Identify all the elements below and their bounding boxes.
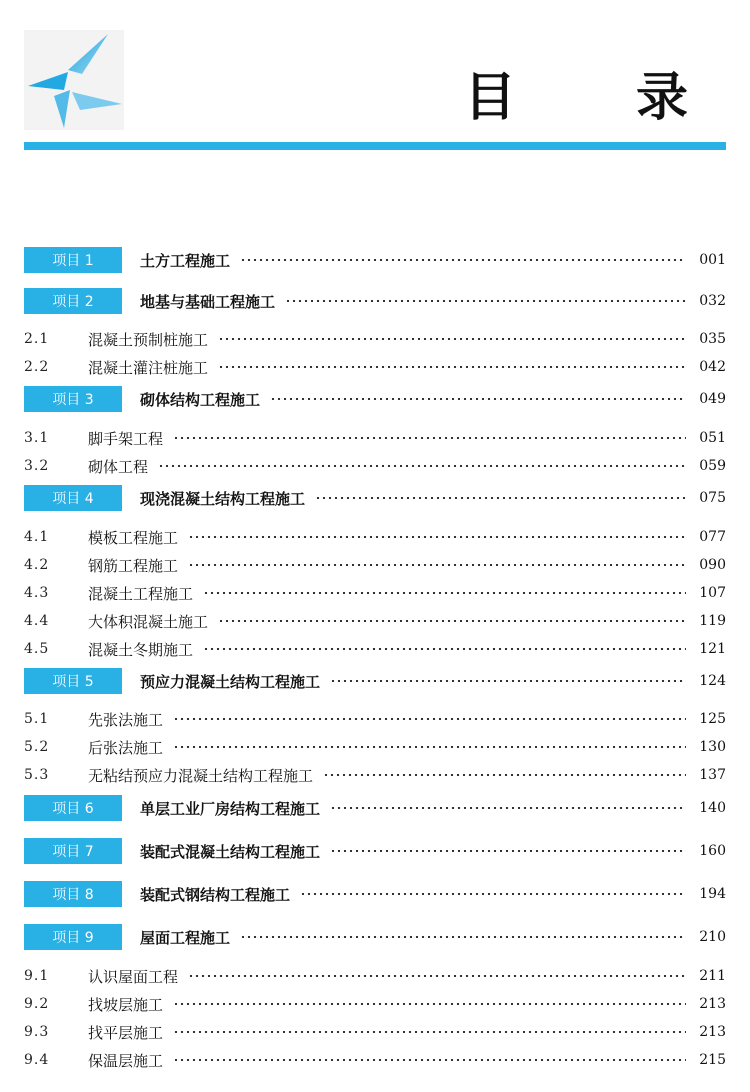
section-number: 5.2 — [24, 739, 50, 755]
page-number: 075 — [699, 490, 726, 506]
page-number: 124 — [699, 673, 726, 689]
dot-leader — [188, 536, 686, 538]
dot-leader — [218, 338, 686, 340]
dot-leader — [300, 893, 686, 895]
title-rule — [24, 142, 726, 150]
dot-leader — [188, 975, 686, 977]
page-number: 107 — [699, 585, 726, 601]
dot-leader — [203, 648, 686, 650]
section-title: 混凝土灌注桩施工 — [88, 358, 209, 377]
toc-section-row[interactable] — [24, 609, 726, 633]
project-badge: 项目 5 — [24, 668, 122, 694]
page-number: 194 — [699, 886, 726, 902]
page-number: 119 — [699, 613, 726, 629]
toc-project-row[interactable] — [24, 485, 726, 511]
project-title: 地基与基础工程施工 — [140, 292, 276, 311]
project-badge: 项目 8 — [24, 881, 122, 907]
page-number: 001 — [699, 252, 726, 268]
dot-leader — [315, 497, 686, 499]
toc-section-row[interactable] — [24, 454, 726, 478]
dot-leader — [218, 620, 686, 622]
section-title: 混凝土预制桩施工 — [88, 330, 209, 349]
toc-section-row[interactable] — [24, 581, 726, 605]
section-title: 模板工程施工 — [88, 528, 179, 547]
toc-section-row[interactable] — [24, 992, 726, 1016]
dot-leader — [173, 718, 686, 720]
page-title: 目 录 — [463, 67, 722, 128]
toc-section-row[interactable] — [24, 355, 726, 379]
dot-leader — [188, 564, 686, 566]
page-number: 125 — [699, 711, 726, 727]
section-title: 砌体工程 — [88, 457, 149, 476]
section-title: 找坡层施工 — [88, 995, 164, 1014]
toc-section-row[interactable] — [24, 1020, 726, 1044]
toc-section-row[interactable] — [24, 553, 726, 577]
book-logo — [24, 30, 124, 130]
dot-leader — [218, 366, 686, 368]
dot-leader — [158, 465, 686, 467]
section-number: 4.1 — [24, 529, 50, 545]
page-number: 137 — [699, 767, 726, 783]
section-number: 9.1 — [24, 968, 50, 984]
dot-leader — [330, 680, 686, 682]
section-title: 保温层施工 — [88, 1051, 164, 1070]
section-title: 认识屋面工程 — [88, 967, 179, 986]
dot-leader — [203, 592, 686, 594]
dot-leader — [330, 807, 686, 809]
section-number: 5.3 — [24, 767, 50, 783]
section-title: 后张法施工 — [88, 738, 164, 757]
section-title: 无粘结预应力混凝土结构工程施工 — [88, 766, 314, 785]
toc-section-row[interactable] — [24, 1048, 726, 1072]
toc-section-row[interactable] — [24, 763, 726, 787]
section-title: 大体积混凝土施工 — [88, 612, 209, 631]
project-title: 屋面工程施工 — [140, 928, 231, 947]
project-badge: 项目 6 — [24, 795, 122, 821]
page-number: 210 — [699, 929, 726, 945]
toc-section-row[interactable] — [24, 637, 726, 661]
page-number: 049 — [699, 391, 726, 407]
page-number: 051 — [699, 430, 726, 446]
section-number: 5.1 — [24, 711, 50, 727]
project-badge: 项目 4 — [24, 485, 122, 511]
page-number: 090 — [699, 557, 726, 573]
project-badge: 项目 1 — [24, 247, 122, 273]
page-number: 077 — [699, 529, 726, 545]
dot-leader — [240, 259, 686, 261]
project-title: 砌体结构工程施工 — [140, 390, 261, 409]
project-title: 预应力混凝土结构工程施工 — [140, 672, 321, 691]
page-number: 035 — [699, 331, 726, 347]
project-title: 土方工程施工 — [140, 251, 231, 270]
dot-leader — [173, 1059, 686, 1061]
project-badge: 项目 3 — [24, 386, 122, 412]
project-badge: 项目 2 — [24, 288, 122, 314]
page-number: 160 — [699, 843, 726, 859]
page-number: 130 — [699, 739, 726, 755]
toc-project-row[interactable] — [24, 668, 726, 694]
page-number: 042 — [699, 359, 726, 375]
dot-leader — [285, 300, 686, 302]
toc-project-row[interactable] — [24, 838, 726, 864]
section-title: 脚手架工程 — [88, 429, 164, 448]
toc-project-row[interactable] — [24, 247, 726, 273]
section-number: 9.2 — [24, 996, 50, 1012]
section-number: 4.3 — [24, 585, 50, 601]
section-title: 先张法施工 — [88, 710, 164, 729]
project-title: 装配式混凝土结构工程施工 — [140, 842, 321, 861]
dot-leader — [330, 850, 686, 852]
page-number: 211 — [699, 968, 726, 984]
project-title: 现浇混凝土结构工程施工 — [140, 489, 306, 508]
page-number: 121 — [699, 641, 726, 657]
dot-leader — [173, 1031, 686, 1033]
section-number: 9.3 — [24, 1024, 50, 1040]
page-number: 059 — [699, 458, 726, 474]
section-title: 混凝土冬期施工 — [88, 640, 194, 659]
section-number: 3.2 — [24, 458, 50, 474]
project-badge: 项目 7 — [24, 838, 122, 864]
toc-section-row[interactable] — [24, 735, 726, 759]
section-number: 2.2 — [24, 359, 50, 375]
dot-leader — [323, 774, 686, 776]
toc-section-row[interactable] — [24, 964, 726, 988]
dot-leader — [240, 936, 686, 938]
dot-leader — [173, 437, 686, 439]
toc-project-row[interactable] — [24, 924, 726, 950]
toc-section-row[interactable] — [24, 426, 726, 450]
dot-leader — [173, 746, 686, 748]
page-number: 213 — [699, 996, 726, 1012]
section-number: 3.1 — [24, 430, 50, 446]
project-badge: 项目 9 — [24, 924, 122, 950]
toc-section-row[interactable] — [24, 707, 726, 731]
toc-project-row[interactable] — [24, 386, 726, 412]
dot-leader — [173, 1003, 686, 1005]
section-title: 钢筋工程施工 — [88, 556, 179, 575]
dot-leader — [270, 398, 686, 400]
section-number: 4.5 — [24, 641, 50, 657]
section-title: 找平层施工 — [88, 1023, 164, 1042]
section-title: 混凝土工程施工 — [88, 584, 194, 603]
page-number: 215 — [699, 1052, 726, 1068]
toc-project-row[interactable] — [24, 288, 726, 314]
section-number: 2.1 — [24, 331, 50, 347]
section-number: 4.2 — [24, 557, 50, 573]
page-number: 140 — [699, 800, 726, 816]
toc-project-row[interactable] — [24, 881, 726, 907]
page-number: 213 — [699, 1024, 726, 1040]
toc-project-row[interactable] — [24, 795, 726, 821]
toc-section-row[interactable] — [24, 327, 726, 351]
toc-section-row[interactable] — [24, 525, 726, 549]
project-title: 装配式钢结构工程施工 — [140, 885, 291, 904]
section-number: 4.4 — [24, 613, 50, 629]
section-number: 9.4 — [24, 1052, 50, 1068]
project-title: 单层工业厂房结构工程施工 — [140, 799, 321, 818]
page-number: 032 — [699, 293, 726, 309]
